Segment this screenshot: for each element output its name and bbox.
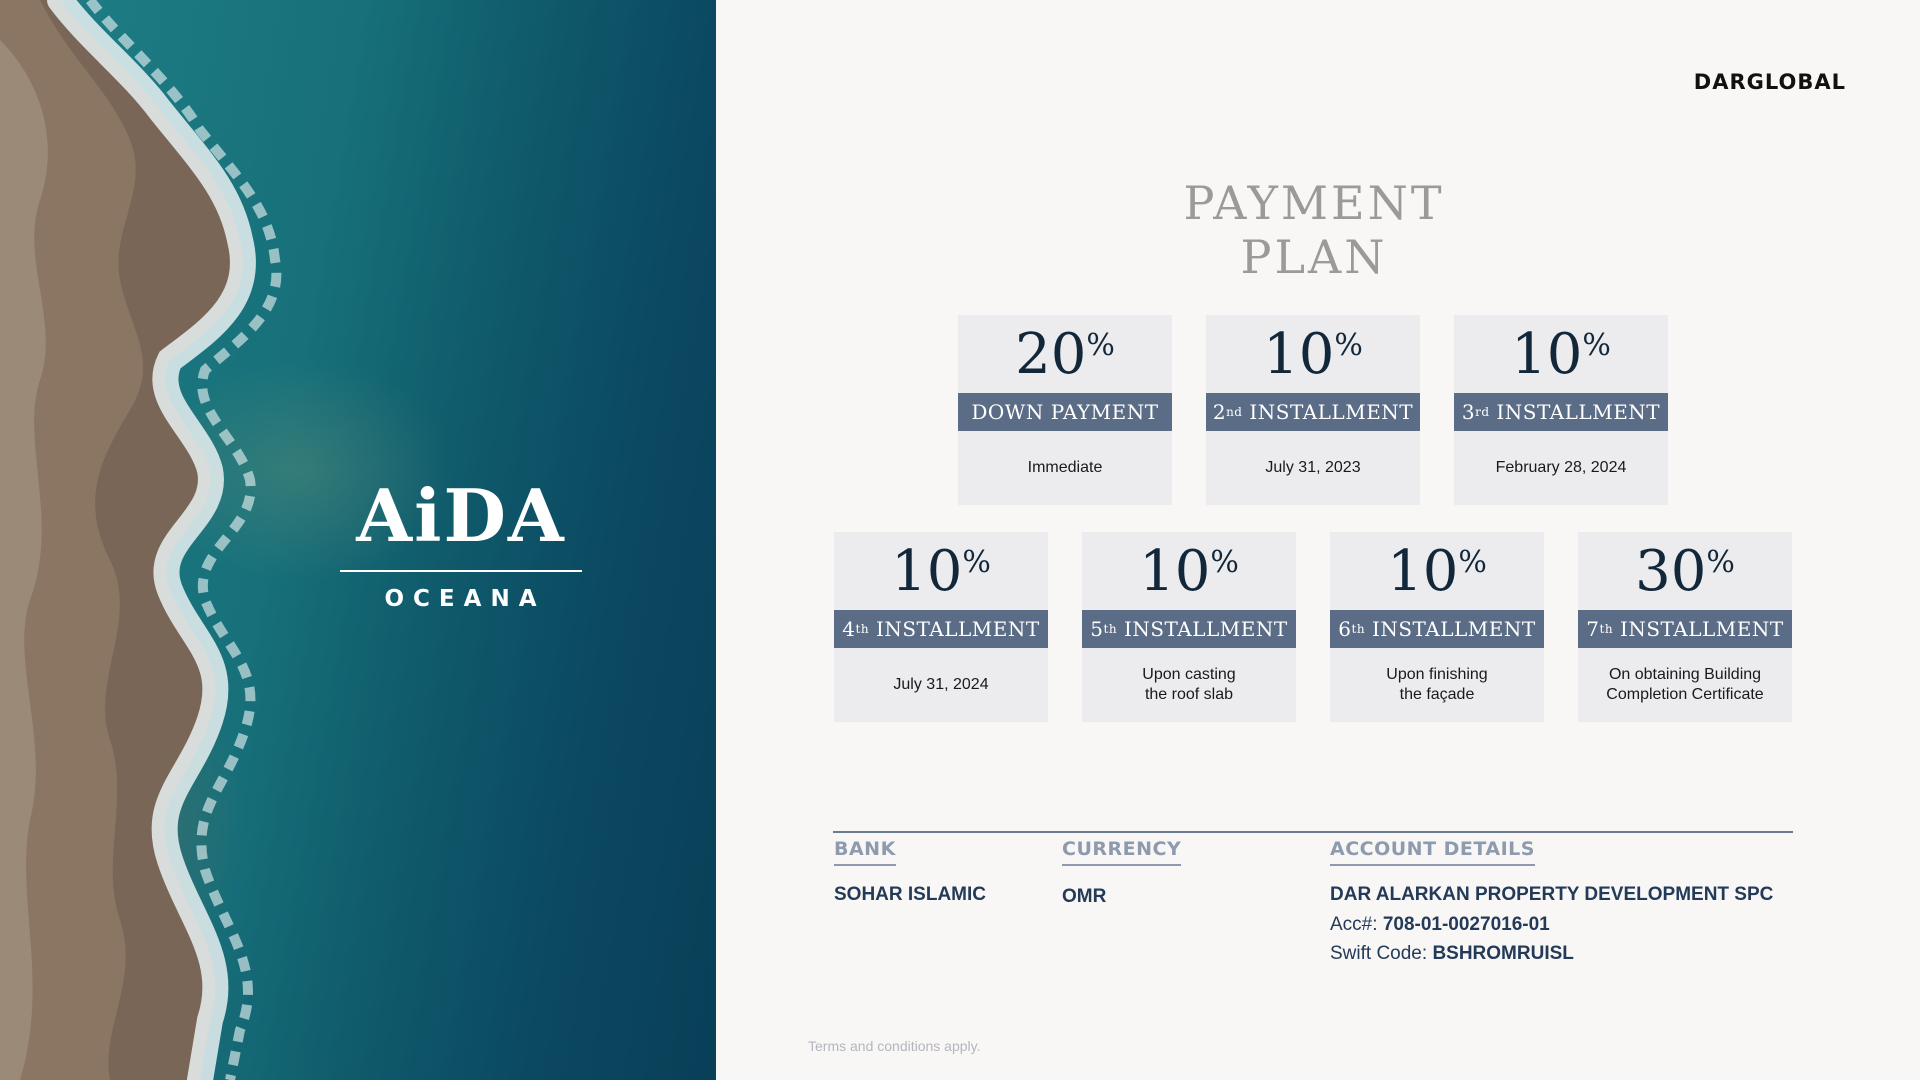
- percent-sign: %: [1458, 545, 1487, 580]
- terms-note: Terms and conditions apply.: [808, 1038, 981, 1054]
- payment-card: [1578, 532, 1792, 722]
- card-due: July 31, 2023: [1265, 459, 1361, 476]
- account-number: Acc#: 708-01-0027016-01: [1330, 914, 1550, 935]
- company-logo: DARGLOBAL: [1693, 70, 1846, 94]
- bank-value: SOHAR ISLAMIC: [834, 884, 986, 905]
- currency-value: OMR: [1062, 886, 1107, 907]
- percent-sign: %: [1334, 328, 1363, 363]
- card-percent: 20 %: [1015, 322, 1115, 387]
- currency-heading: CURRENCY: [1062, 838, 1181, 866]
- card-label: 3 rd INSTALLMENT: [1454, 393, 1668, 431]
- card-percent: 10 %: [1139, 539, 1239, 604]
- card-percent: 30 %: [1635, 539, 1735, 604]
- card-percent: 10 %: [1511, 322, 1611, 387]
- card-due: February 28, 2024: [1495, 459, 1627, 476]
- payment-card: [958, 315, 1172, 505]
- percent-sign: %: [1086, 328, 1115, 363]
- brand-divider: [340, 570, 582, 572]
- card-label: 6 th INSTALLMENT: [1330, 610, 1544, 648]
- hero-image: [0, 0, 716, 1080]
- percent-sign: %: [1582, 328, 1611, 363]
- card-due: Immediate: [1027, 459, 1103, 476]
- card-due: July 31, 2024: [893, 676, 989, 693]
- swift-code: Swift Code: BSHROMRUISL: [1330, 943, 1574, 964]
- payment-card: [1454, 315, 1668, 505]
- percent-sign: %: [962, 545, 991, 580]
- card-label: DOWN PAYMENT: [958, 393, 1172, 431]
- account-name: DAR ALARKAN PROPERTY DEVELOPMENT SPC: [1330, 884, 1774, 905]
- payment-card: [1330, 532, 1544, 722]
- card-percent: 10 %: [1387, 539, 1487, 604]
- card-due: On obtaining Building Completion Certificate: [1606, 666, 1764, 703]
- project-name: AiDA: [356, 473, 566, 558]
- card-label: 7 th INSTALLMENT: [1578, 610, 1792, 648]
- payment-card: [1206, 315, 1420, 505]
- page-title: PAYMENT PLAN: [1183, 176, 1445, 284]
- bank-divider: [833, 831, 1793, 833]
- project-brand: [340, 473, 582, 612]
- payment-card: [834, 532, 1048, 722]
- account-heading: ACCOUNT DETAILS: [1330, 838, 1535, 866]
- payment-card: [1082, 532, 1296, 722]
- project-subtitle: OCEANA: [384, 586, 546, 612]
- card-label: 4 th INSTALLMENT: [834, 610, 1048, 648]
- percent-sign: %: [1210, 545, 1239, 580]
- card-label: 2 nd INSTALLMENT: [1206, 393, 1420, 431]
- card-percent: 10 %: [1263, 322, 1363, 387]
- bank-heading: BANK: [834, 838, 896, 866]
- card-due: Upon casting the roof slab: [1142, 666, 1236, 703]
- card-label: 5 th INSTALLMENT: [1082, 610, 1296, 648]
- card-percent: 10 %: [891, 539, 991, 604]
- percent-sign: %: [1706, 545, 1735, 580]
- card-due: Upon finishing the façade: [1386, 666, 1488, 703]
